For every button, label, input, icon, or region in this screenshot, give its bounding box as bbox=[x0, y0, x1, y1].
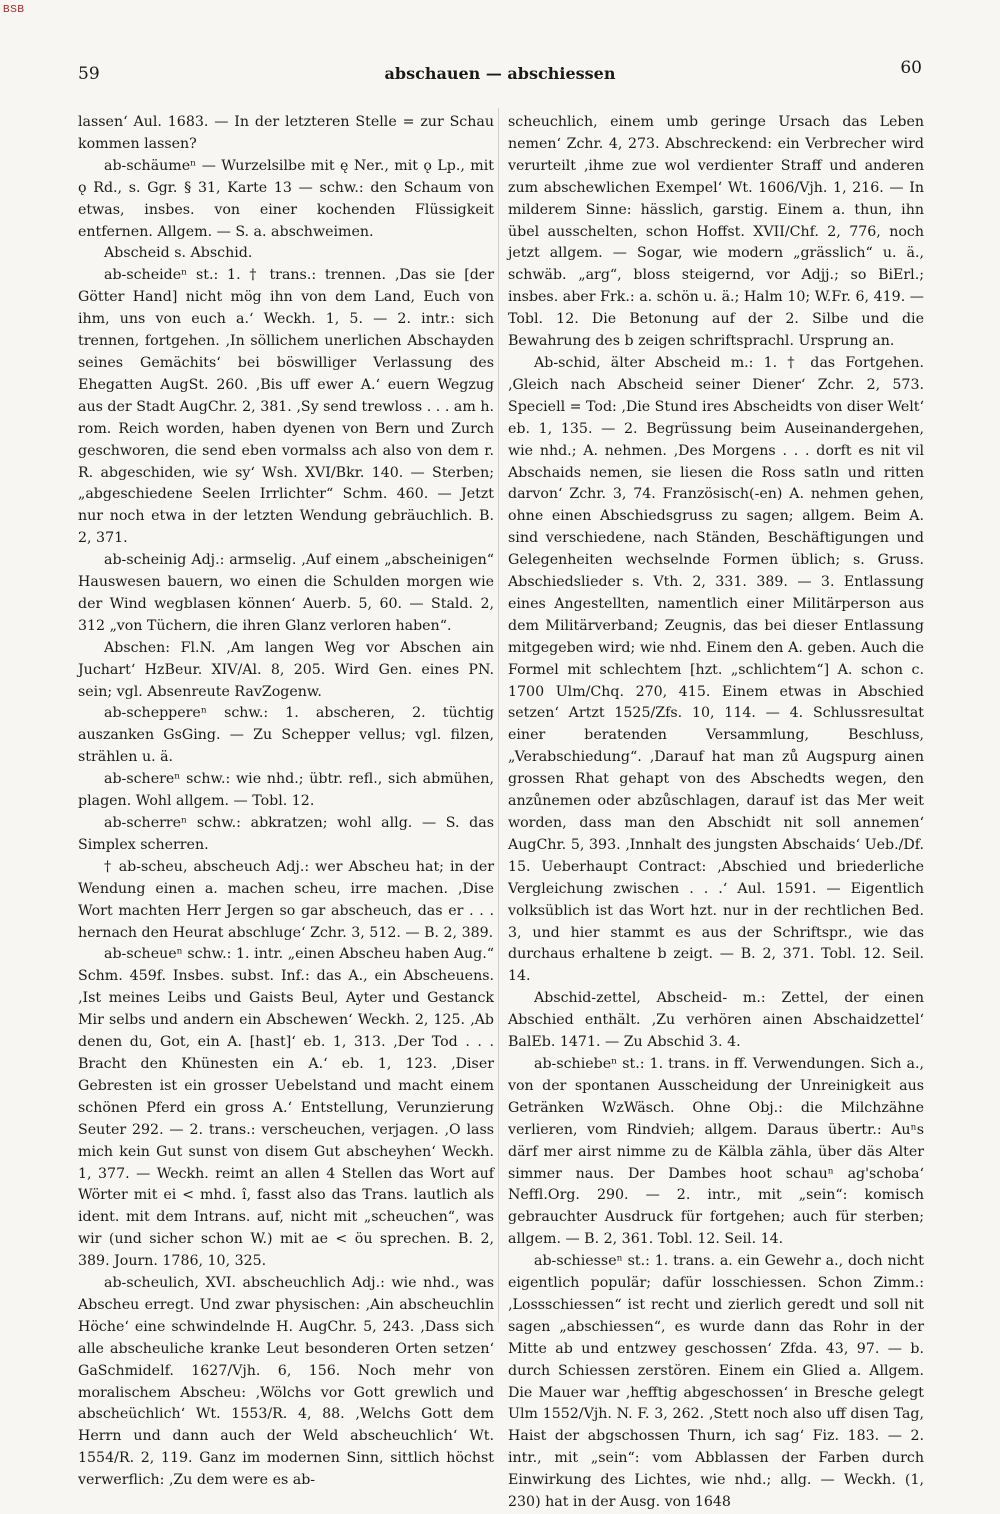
dictionary-entry: ab-scheppereⁿ schw.: 1. abscheren, 2. tüchtig auszanken GsGing. — Zu Schepper vellus; vgl. filzen, strählen u. ä. bbox=[78, 705, 494, 766]
library-watermark: BSB bbox=[3, 4, 25, 15]
dictionary-entry: ab-scheideⁿ st.: 1. † trans.: trennen. ‚Das sie [der Götter Hand] nicht mög ihn von dem Land, Euch von ihm, uns von euch a.‘ Weckh. 1, 5. — 2. intr.: sich trennen, fortgehen. ‚In söllichem unerlichen Abschayden seines Gemächits‘ bei böswilliger Verlassung des Ehegatten AugSt. 260. ‚Bis uff ewer A.‘ euern Wegzug aus der Stadt AugChr. 2, 381. ‚Sy send trewloss . . . am h. rom. Reich worden, haben dyenen von Bern und Zurch geschworen, die send eben vormalss ach also von dem r. R. abgeschiden, wie sy‘ Wsh. XVI/Bkr. 140. — Sterben; „abgeschiedene Seelen Irrlichter“ Schm. 460. — Jetzt nur noch etwa in der letzten Wendung gebräuchlich. B. 2, 371. bbox=[78, 267, 494, 547]
page-header bbox=[78, 58, 922, 88]
column-divider bbox=[498, 108, 499, 1323]
dictionary-entry: ab-scheulich, XVI. abscheuchlich Adj.: wie nhd., was Abscheu erregt. Und zwar physischen: ‚Ain abscheuchlin Höche‘ eine schwindelnde H. AugChr. 5, 243. ‚Dass sich alle abscheuliche kranke Leut besonderen Orten setzen‘ GaSchmidelf. 1627/Vjh. 6, 156. Noch mehr von moralischem Abscheu: ‚Wölchs vor Gott grewlich und abscheüchlich‘ Wt. 1553/R. 4, 88. ‚Welchs Gott dem Herrn und dann auch der Weld abscheuchlich‘ Wt. 1554/R. 2, 119. Ganz im modernen Sinn, sittlich höchst verwerflich: ‚Zu dem were es ab- bbox=[78, 1275, 494, 1489]
left-column bbox=[78, 112, 494, 1492]
page-number-left: 59 bbox=[78, 64, 100, 84]
dictionary-entry: Abschid-zettel, Abscheid- m.: Zettel, der einen Abschied enthält. ‚Zu verhören ainen Abschaidzettel‘ BalEb. 1471. — Zu Abschid 3. 4. bbox=[508, 990, 924, 1051]
dictionary-entry: Abschen: Fl.N. ‚Am langen Weg vor Abschen ain Juchart‘ HzBeur. XIV/Al. 8, 205. Wird Gen. eines PN. sein; vgl. Absenreute RavZogenw. bbox=[78, 639, 494, 700]
dictionary-entry: Ab-schid, älter Abscheid m.: 1. † das Fortgehen. ‚Gleich nach Abscheid seiner Diener‘ Zchr. 2, 573. Speciell = Tod: ‚Die Stund ires Abscheidts von diser Welt‘ eb. 1, 135. — 2. Begrüssung beim Auseinandergehen, wie nhd.; A. nehmen. ‚Des Morgens . . . dorft es nit vil Abschaids nemen, sie liesen die Ross satln und ritten darvon‘ Zchr. 3, 74. Französisch(-en) A. nehmen gehen, ohne einen Abschiedsgruss zu sagen; allgem. Beim A. sind verschiedene, nach Ständen, Beschäftigungen und Gelegenheiten wechselnde Formen üblich; s. Gruss. Abschiedslieder s. Vth. 2, 331. 389. — 3. Entlassung eines Angestellten, namentlich einer Militärperson aus dem Militärverband; Zeugnis, das bei dieser Entlassung mitgegeben wird; wie nhd. Einem den A. geben. Auch die Formel mit schlechtem [hzt. „schlichtem“] A. schon c. 1700 Ulm/Chq. 270, 415. Einem etwas in Abschied setzen‘ Artzt 1525/Zfs. 10, 114. — 4. Schlussresultat einer beratenden Versammlung, Beschluss, „Verabschiedung“. ‚Darauf hat man zů Augspurg ainen grossen Rhat gehapt von des Abschedts wegen, den anzůnemen oder abzůschlagen, darauf ist das Mer weit worden, dass man den Abschidt nit soll annemen‘ AugChr. 5, 393. ‚Innhalt des jungsten Abschaids‘ Ueb./Df. 15. Ueberhaupt Contract: ‚Abschied und briederliche Vergleichung zwischen . . .‘ Aul. 1591. — Eigentlich volksüblich ist das Wort hzt. nur in der rechtlichen Bed. 3, und hier stammt es aus der Schriftspr., wie das durchaus erhaltene b zeigt. — B. 2, 371. Tobl. 12. Seil. 14. bbox=[508, 354, 925, 985]
dictionary-entry: ab-scheinig Adj.: armselig. ‚Auf einem „abscheinigen“ Hauswesen bauern, wo einen die Schulden morgen wie der Wind wegblasen können‘ Auerb. 5, 60. — Stald. 2, 312 „von Tüchern, die ihren Glanz verloren haben“. bbox=[78, 552, 494, 634]
text-paragraph: lassen‘ Aul. 1683. — In der letzteren Stelle = zur Schau kommen lassen? bbox=[78, 114, 494, 152]
right-column bbox=[508, 112, 924, 1514]
page-number-right: 60 bbox=[900, 58, 922, 78]
text-paragraph: scheuchlich, einem umb geringe Ursach das Leben nemen‘ Zchr. 4, 273. Abschreckend: ein Verbrecher wird verurteilt ‚ihme zue wol verdienter Straff und anderen zum abschewlichen Exempel‘ Wt. 1606/Vjh. 1, 216. — In milderem Sinne: hässlich, garstig. Einem a. thun, ihn übel ausschelten, schon Hoffst. XVII/Chf. 2, 776, noch jetzt allgem. — Sogar, wie modern „grässlich“ u. ä., schwäb. „arg“, bloss steigernd, vor Adjj.; so BiErl.; insbes. aber Frk.: a. schön u. ä.; Halm 10; W.Fr. 6, 419. — Tobl. 12. Die Betonung auf der 2. Silbe und die Bewahrung des b zeigen schriftsprachl. Ursprung an. bbox=[508, 114, 924, 350]
running-title: abschauen — abschiessen bbox=[384, 64, 616, 83]
dictionary-entry: ab-scherreⁿ schw.: abkratzen; wohl allg. — S. das Simplex scherren. bbox=[78, 815, 494, 853]
dictionary-entry: ab-schiebeⁿ st.: 1. trans. in ff. Verwendungen. Sich a., von der spontanen Ausscheidung der Unreinigkeit aus Getränken WzWäsch. Ohne Obj.: die Milchzähne verlieren, vom Rindvieh; allgem. Daraus übertr.: Auⁿs därf mer airst nimme zu de Kälbla zähla, über däs Alter simmer naus. Der Dambes hoot schauⁿ ag'schoba‘ Neffl.Org. 290. — 2. intr., mit „sein“: komisch gebrauchter Ausdruck für fortgehen; auch für sterben; allgem. — B. 2, 361. Tobl. 12. Seil. 14. bbox=[508, 1055, 924, 1248]
dictionary-entry: ab-schäumeⁿ — Wurzelsilbe mit ę Ner., mit ǫ Lp., mit ǫ Rd., s. Ggr. § 31, Karte 13 — schw.: den Schaum von etwas, insbes. von einer kochenden Flüssigkeit entfernen. Allgem. — S. a. abschweimen. bbox=[78, 157, 494, 240]
dictionary-entry: ab-schereⁿ schw.: wie nhd.; übtr. refl., sich abmühen, plagen. Wohl allgem. — Tobl. 12. bbox=[78, 771, 494, 810]
dictionary-entry: ab-schiesseⁿ st.: 1. trans. a. ein Gewehr a., doch nicht eigentlich populär; dafür losschiessen. Schon Zimm.: ‚Lossschiessen“ ist recht und zierlich geredt und soll nit sagen „abschiessen“, es wurde dann das Rohr in der Mitte ab und entzwey geschossen‘ Zfda. 43, 97. — b. durch Schiessen zerstören. Einem ein Glied a. Allgem. Die Mauer war ‚hefftig abgeschossen‘ in Bresche gelegt Ulm 1552/Vjh. N. F. 3, 262. ‚Stett noch also uff disen Tag, Haist der abgschossen Thurn, ich sag‘ Fiz. 183. — 2. intr., mit „sein“: vom Abblassen der Farben durch Einwirkung des Lichtes, wie nhd.; allg. — Weckh. (1, 230) hat in der Ausg. von 1648 bbox=[508, 1253, 924, 1511]
dictionary-entry: † ab-scheu, abscheuch Adj.: wer Abscheu hat; in der Wendung einen a. machen scheu, irre machen. ‚Dise Wort machten Herr Jergen so gar abscheuch, das er . . . hernach den Heurat abschluge‘ Zchr. 3, 512. — B. 2, 389. bbox=[78, 858, 494, 941]
dictionary-entry: ab-scheueⁿ schw.: 1. intr. „einen Abscheu haben Aug.“ Schm. 459f. Insbes. subst. Inf.: das A., ein Abscheuens. ‚Ist meines Leibs und Gaists Beul, Ayter und Gestanck Mir selbs und andern ein Abschewen‘ Weckh. 2, 125. ‚Ab denen du, Got, ein A. [hast]‘ eb. 1, 313. ‚Der Tod . . . Bracht den Khünesten ein A.‘ eb. 1, 123. ‚Diser Gebresten ist ein grosser Uebelstand und macht einem schönen Pferd ein gross A.‘ Entstellung, Verunzierung Seuter 292. — 2. trans.: verscheuchen, verjagen. ‚O lass mich kein Gut sunst von disem Gut abscheyhen‘ Weckh. 1, 377. — Weckh. reimt an allen 4 Stellen das Wort auf Wörter mit ei < mhd. î, fasst also das Trans. lautlich als ident. mit dem Intrans. auf, nicht mit „scheuchen“, was wir (und sicher schon W.) mit ae < öu sprechen. B. 2, 389. Journ. 1786, 10, 325. bbox=[78, 946, 494, 1270]
dictionary-entry: Abscheid s. Abschid. bbox=[104, 245, 253, 262]
